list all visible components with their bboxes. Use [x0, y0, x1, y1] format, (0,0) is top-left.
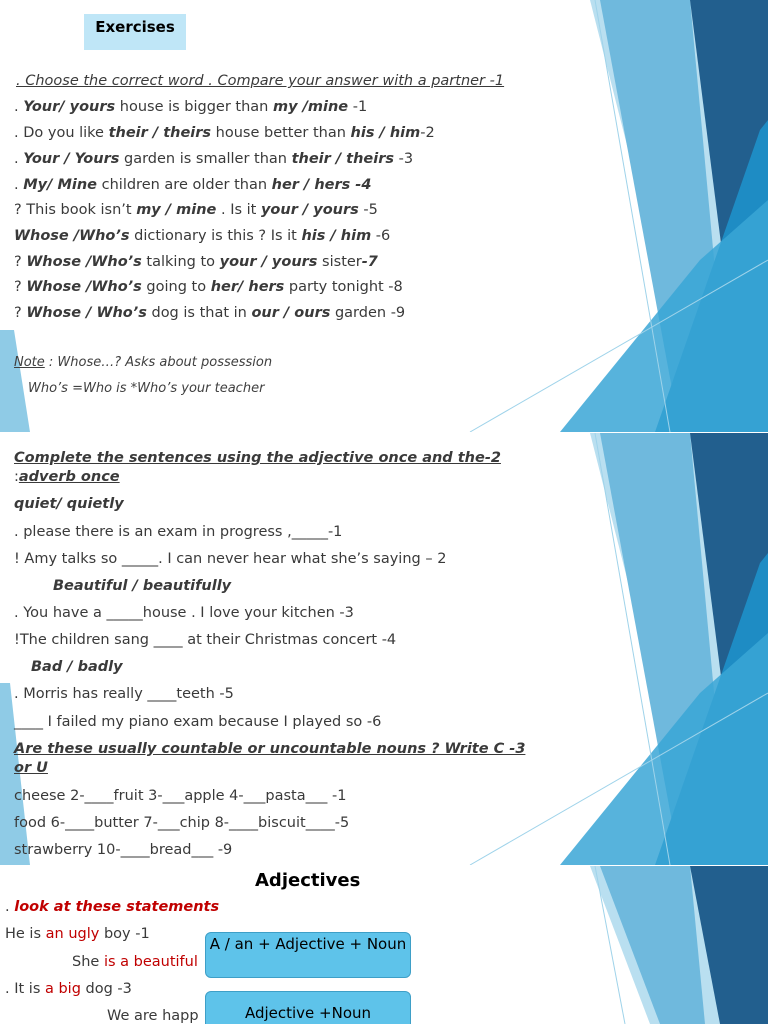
heading-line-2 [14, 469, 120, 485]
sentence-9-post: garden -9 [330, 305, 406, 321]
sentence-1: . please there is an exam in progress ,_____-1 [14, 524, 343, 540]
sentence-2 [14, 125, 435, 141]
note-text: : Whose…? Asks about possession [44, 355, 273, 370]
heading-line-1: Complete the sentences using the adjective once and the-2 [14, 450, 501, 466]
noun-row-3: strawberry 10-____bread___ -9 [14, 842, 233, 858]
sentence-5-post: -5 [358, 202, 378, 218]
question-line-1: Are these usually countable or uncountable nouns ? Write C -3 [14, 741, 526, 757]
example-2-highlight: is a beautiful [103, 954, 198, 970]
sentence-3 [14, 151, 413, 167]
sentence-3-pre: . [14, 151, 24, 167]
sentence-3: . You have a _____house . I love your kitchen -3 [14, 605, 354, 621]
example-2-pre: She [72, 954, 104, 970]
example-1-highlight: an ugly [45, 926, 100, 942]
note-label: Note [14, 355, 45, 370]
sentence-2-b: his / him [350, 125, 421, 141]
sentence-7-pre: ? [14, 254, 27, 270]
sentence-5-b: your / yours [260, 202, 359, 218]
sentence-4-pre: . [14, 177, 24, 193]
instruction [5, 899, 219, 915]
sentence-8-a: Whose /Who’s [26, 279, 142, 295]
sentence-1-pre: . [14, 99, 24, 115]
instruction-text: look at these statements [14, 899, 220, 915]
instruction: . Choose the correct word . Compare your answer with a partner -1 [16, 73, 505, 89]
sentence-7 [14, 254, 378, 270]
sentence-8-b: her/ hers [210, 279, 285, 295]
sentence-6-b: his / him [301, 228, 372, 244]
sentence-1-a: Your/ yours [23, 99, 116, 115]
sentence-5-pre: ? This book isn’t [14, 202, 137, 218]
sentence-9-pre: ? [14, 305, 27, 321]
sentence-2-post: -2 [420, 125, 435, 141]
sentence-7-b: your / yours [219, 254, 318, 270]
sentence-5-a: my / mine [136, 202, 217, 218]
sentence-8 [14, 279, 403, 295]
sentence-5: . Morris has really ____teeth -5 [14, 686, 234, 702]
instruction-dot: . [5, 899, 15, 915]
example-3-pre: . It is [5, 981, 45, 997]
sentence-8-m1: going to [141, 279, 211, 295]
heading-colon: : [14, 469, 19, 485]
sentence-6-m1: dictionary is this ? Is it [129, 228, 302, 244]
example-4: We are happ [107, 1008, 199, 1024]
sentence-5 [14, 202, 378, 218]
sentence-7-a: Whose /Who’s [26, 254, 142, 270]
slide-adjectives-adverbs [0, 433, 768, 865]
callout-1-text: A / an + Adjective + Noun [209, 935, 407, 953]
noun-row-1: cheese 2-____fruit 3-___apple 4-___pasta___ -1 [14, 788, 347, 804]
slide-title: Exercises [95, 18, 175, 36]
example-2 [72, 954, 198, 970]
slide-title: Adjectives [255, 870, 361, 891]
sentence-6-a: Whose /Who’s [14, 228, 130, 244]
sentence-7-m1: talking to [141, 254, 220, 270]
sentence-4 [14, 177, 371, 193]
group-heading-beautiful: Beautiful / beautifully [53, 578, 232, 594]
slide-exercises [0, 0, 768, 432]
sentence-1-b: my /mine [273, 99, 349, 115]
sentence-1-m1: house is bigger than [115, 99, 273, 115]
sentence-3-a: Your / Yours [23, 151, 120, 167]
sentence-9 [14, 305, 405, 321]
sentence-1-post: -1 [348, 99, 368, 115]
example-1-pre: He is [5, 926, 46, 942]
sentence-2-a: their / theirs [108, 125, 212, 141]
sentence-2-m1: house better than [211, 125, 351, 141]
example-1 [5, 926, 150, 942]
example-3 [5, 981, 132, 997]
note-line-2: Who’s =Who is *Who’s your teacher [28, 381, 265, 396]
sentence-1 [14, 99, 367, 115]
noun-row-2: food 6-____butter 7-___chip 8-____biscuit____-5 [14, 815, 350, 831]
sentence-7-post: sister [317, 254, 362, 270]
sentence-2-pre: . Do you like [14, 125, 109, 141]
sentence-5-m1: . Is it [216, 202, 261, 218]
callout-a-an-adjective-noun [205, 932, 411, 978]
sentence-4-m1: children are older than [97, 177, 272, 193]
sentence-8-pre: ? [14, 279, 27, 295]
slide-adjectives [0, 866, 768, 1024]
sentence-6: ____ I failed my piano exam because I played so -6 [14, 714, 382, 730]
sentence-9-a: Whose / Who’s [26, 305, 147, 321]
sentence-4-a: My/ Mine [23, 177, 98, 193]
example-1-post: boy -1 [99, 926, 150, 942]
example-3-post: dog -3 [80, 981, 132, 997]
sentence-4-b: her / hers -4 [271, 177, 372, 193]
example-3-highlight: a big [44, 981, 81, 997]
title-box [84, 14, 186, 50]
sentence-2: ! Amy talks so _____. I can never hear what she’s saying – 2 [14, 551, 447, 567]
sentence-9-m1: dog is that in [146, 305, 252, 321]
sentence-3-b: their / theirs [291, 151, 395, 167]
sentence-6-post: -6 [371, 228, 391, 244]
sentence-4: !The children sang ____ at their Christmas concert -4 [14, 632, 397, 648]
callout-adjective-noun [205, 991, 411, 1024]
sentence-6 [14, 228, 390, 244]
group-heading-quiet: quiet/ quietly [14, 496, 124, 512]
heading-line-2-text: adverb once [18, 469, 120, 485]
sentence-9-b: our / ours [251, 305, 331, 321]
callout-2-text: Adjective +Noun [244, 1004, 372, 1022]
note-line [14, 355, 272, 370]
sentence-7-tail: -7 [361, 254, 378, 270]
sentence-3-post: -3 [394, 151, 414, 167]
sentence-8-post: party tonight -8 [284, 279, 403, 295]
group-heading-bad: Bad / badly [31, 659, 123, 675]
question-line-2: or U [14, 760, 48, 776]
sentence-3-m1: garden is smaller than [119, 151, 292, 167]
